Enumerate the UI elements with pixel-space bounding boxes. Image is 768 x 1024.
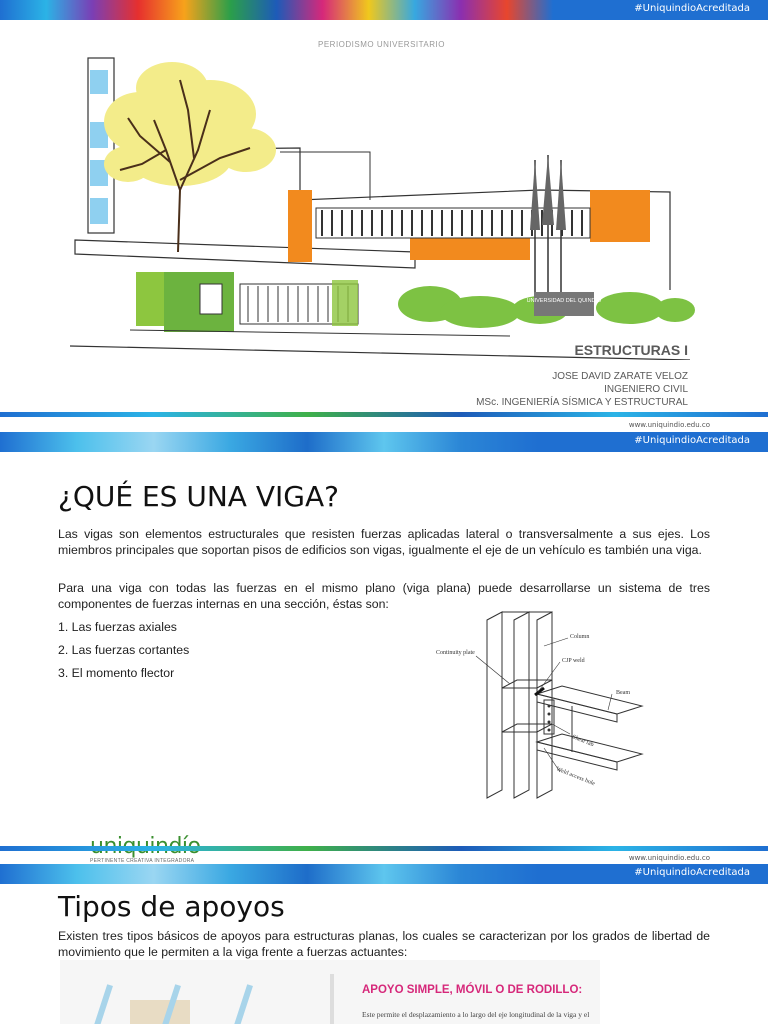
slide-title: Tipos de apoyos [58, 890, 285, 923]
support-type-title: APOYO SIMPLE, MÓVIL O DE RODILLO: [362, 984, 583, 996]
label-column: Column [570, 634, 590, 640]
forces-list [58, 620, 189, 689]
cover-slide [0, 0, 768, 432]
hashtag-label: #UniquindioAcreditada [634, 3, 750, 14]
footer-url[interactable]: www.uniquindio.edu.co [628, 421, 710, 429]
support-type-text: Este permite el desplazamiento a lo largo del eje longitudinal de la viga y el [362, 1010, 590, 1019]
hashtag-label: #UniquindioAcreditada [634, 435, 750, 446]
sign-text: UNIVERSIDAD DEL QUINDÍO [526, 298, 602, 304]
hashtag-label: #UniquindioAcreditada [634, 867, 750, 878]
supports-paragraph: Existen tres tipos básicos de apoyos para estructuras planas, los cuales se caracterizan por los grados de libertad de movimiento que le permiten a la viga frente a fuerzas actuantes: [58, 929, 710, 959]
label-continuity-plate: Continuity plate [436, 650, 475, 656]
support-illustrations [60, 960, 340, 1024]
top-banner [0, 864, 768, 884]
forces-paragraph: Para una viga con todas las fuerzas en el mismo plano (viga plana) puede desarrollarse un sistema de tres componentes de fuerzas internas en una sección, éstas son: [58, 581, 710, 611]
label-shear-tab: Shear tab [571, 734, 595, 749]
list-item: 2. Las fuerzas cortantes [58, 643, 190, 657]
top-banner [0, 432, 768, 452]
author-block [476, 370, 688, 409]
list-item: 1. Las fuerzas axiales [58, 620, 177, 634]
bottom-strip [0, 846, 768, 851]
beam-definition-slide [0, 432, 768, 864]
building-illustration [70, 40, 700, 360]
course-title: ESTRUCTURAS I [574, 342, 688, 358]
kicker-text: PERIODISMO UNIVERSITARIO [318, 40, 445, 49]
divider [330, 974, 334, 1024]
label-cjp-weld: CJP weld [562, 658, 585, 664]
definition-paragraph: Las vigas son elementos estructurales que resisten fuerzas aplicadas lateral o transversalmente a sus ejes. Los miembros principales que soportan pisos de edificios son vigas, igualmente el eje de un vehículo es también una viga. [58, 527, 710, 557]
author-specialty: MSc. INGENIERÍA SÍSMICA Y ESTRUCTURAL [476, 397, 688, 408]
logo-tagline: PERTINENTE CREATIVA INTEGRADORA [90, 858, 195, 864]
list-item: 3. El momento flector [58, 666, 175, 680]
beam-column-diagram [432, 610, 656, 810]
supports-slide [0, 864, 768, 1024]
label-beam: Beam [616, 690, 630, 696]
author-degree: INGENIERO CIVIL [604, 384, 688, 395]
author-name: JOSE DAVID ZARATE VELOZ [552, 371, 688, 382]
slide-title: ¿QUÉ ES UNA VIGA? [58, 480, 339, 513]
top-banner [0, 0, 768, 20]
bottom-strip [0, 412, 768, 417]
footer-url[interactable]: www.uniquindio.edu.co [628, 854, 710, 862]
label-weld-access-hole: Weld access hole [555, 766, 596, 788]
